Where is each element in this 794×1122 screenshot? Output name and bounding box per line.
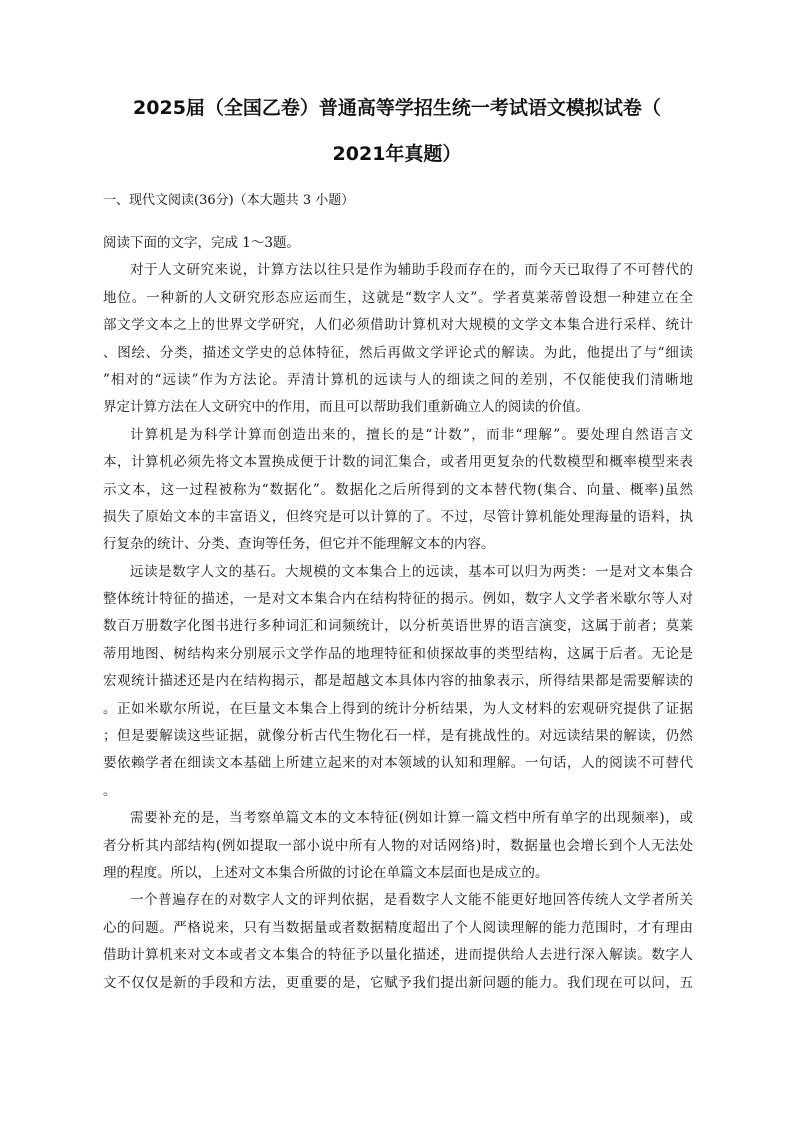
passage-line: 地位。一种新的人文研究形态应运而生，这就是“数字人文”。学者莫莱蒂曾设想一种建立在全	[103, 289, 693, 306]
passage-line: 一个普遍存在的对数字人文的评判依据，是看数字人文能不能更好地回答传统人文学者所关	[130, 892, 693, 909]
document-title-line2: 2021年真题）	[332, 143, 462, 165]
section-heading: 一、现代文阅读(36分)（本大题共 3 小题）	[103, 193, 355, 208]
passage-line: 蒂用地图、树结构来分别展示文学作品的地理特征和侦探故事的类型结构，这属于后者。无论是	[103, 645, 693, 662]
passage-line: 宏观统计描述还是内在结构揭示，都是超越文本具体内容的抽象表示，所得结果都是需要解读的	[103, 673, 693, 690]
document-title-line1: 2025届（全国乙卷）普通高等学招生统一考试语文模拟试卷（	[133, 97, 661, 119]
passage-line: 需要补充的是，当考察单篇文本的文本特征(例如计算一篇文档中所有单字的出现频率)，或	[130, 810, 693, 827]
passage-line: 、图绘、分类，描述文学史的总体特征，然后再做文学评论式的解读。为此，他提出了与“细读	[103, 344, 693, 361]
passage-line: 要依赖学者在细读文本基础上所建立起来的对本领域的认知和理解。一句话，人的阅读不可替代	[103, 755, 693, 772]
passage-line: 文不仅仅是新的手段和方法，更重要的是，它赋予我们提出新问题的能力。我们现在可以问，五	[103, 974, 693, 991]
passage-line: 理的程度。所以，上述对文本集合所做的讨论在单篇文本层面也是成立的。	[103, 864, 549, 881]
passage-line: 数百万册数字化图书进行多种词汇和词频统计，以分析英语世界的语言演变，这属于前者；莫莱	[103, 618, 693, 635]
passage-line: 心的问题。严格说来，只有当数据量或者数据精度超出了个人阅读理解的能力范围时，才有理由	[103, 919, 693, 936]
passage-line: 对于人文研究来说，计算方法以往只是作为辅助手段而存在的，而今天已取得了不可替代的	[130, 262, 693, 279]
passage-line: 。	[103, 782, 117, 799]
passage-line: 行复杂的统计、分类、查询等任务，但它并不能理解文本的内容。	[103, 536, 495, 553]
passage-line: 计算机是为科学计算而创造出来的，擅长的是“计数”，而非“理解”。要处理自然语言文	[130, 426, 693, 443]
passage-line: 示文本，这一过程被称为“数据化”。数据化之后所得到的文本替代物(集合、向量、概率)虽然	[103, 481, 693, 498]
passage-line: 远读是数字人文的基石。大规模的文本集合上的远读，基本可以归为两类：一是对文本集合	[130, 563, 693, 580]
passage-line: ；但是要解读这些证据，就像分析古代生物化石一样，是有挑战性的。对远读结果的解读，仍然	[103, 728, 693, 745]
passage-line: 。正如米歇尔所说，在巨量文本集合上得到的统计分析结果，为人文材料的宏观研究提供了证据	[103, 700, 693, 717]
passage-line: 界定计算方法在人文研究中的作用，而且可以帮助我们重新确立人的阅读的价值。	[103, 399, 589, 416]
passage-line: 部文学文本之上的世界文学研究，人们必须借助计算机对大规模的文学文本集合进行采样、统计	[103, 317, 693, 334]
passage-line: 阅读下面的文字，完成 1～3题。	[103, 235, 300, 251]
passage-line: 本，计算机必须先将文本置换成便于计数的词汇集合，或者用更复杂的代数模型和概率模型来表	[103, 454, 693, 471]
passage-line: 者分析其内部结构(例如提取一部小说中所有人物的对话网络)时，数据量也会增长到个人无法处	[103, 837, 693, 854]
passage-line: ”相对的“远读”作为方法论。弄清计算机的远读与人的细读之间的差别，不仅能使我们清晰地	[103, 371, 693, 388]
passage-line: 整体统计特征的描述，一是对文本集合内在结构特征的揭示。例如，数字人文学者米歇尔等人对	[103, 591, 693, 608]
passage-body	[103, 230, 693, 997]
passage-line: 借助计算机来对文本或者文本集合的特征予以量化描述，进而提供给人去进行深入解读。数字人	[103, 947, 693, 964]
passage-line: 损失了原始文本的丰富语义，但终究是可以计算的了。不过，尽管计算机能处理海量的语料，执	[103, 508, 693, 525]
